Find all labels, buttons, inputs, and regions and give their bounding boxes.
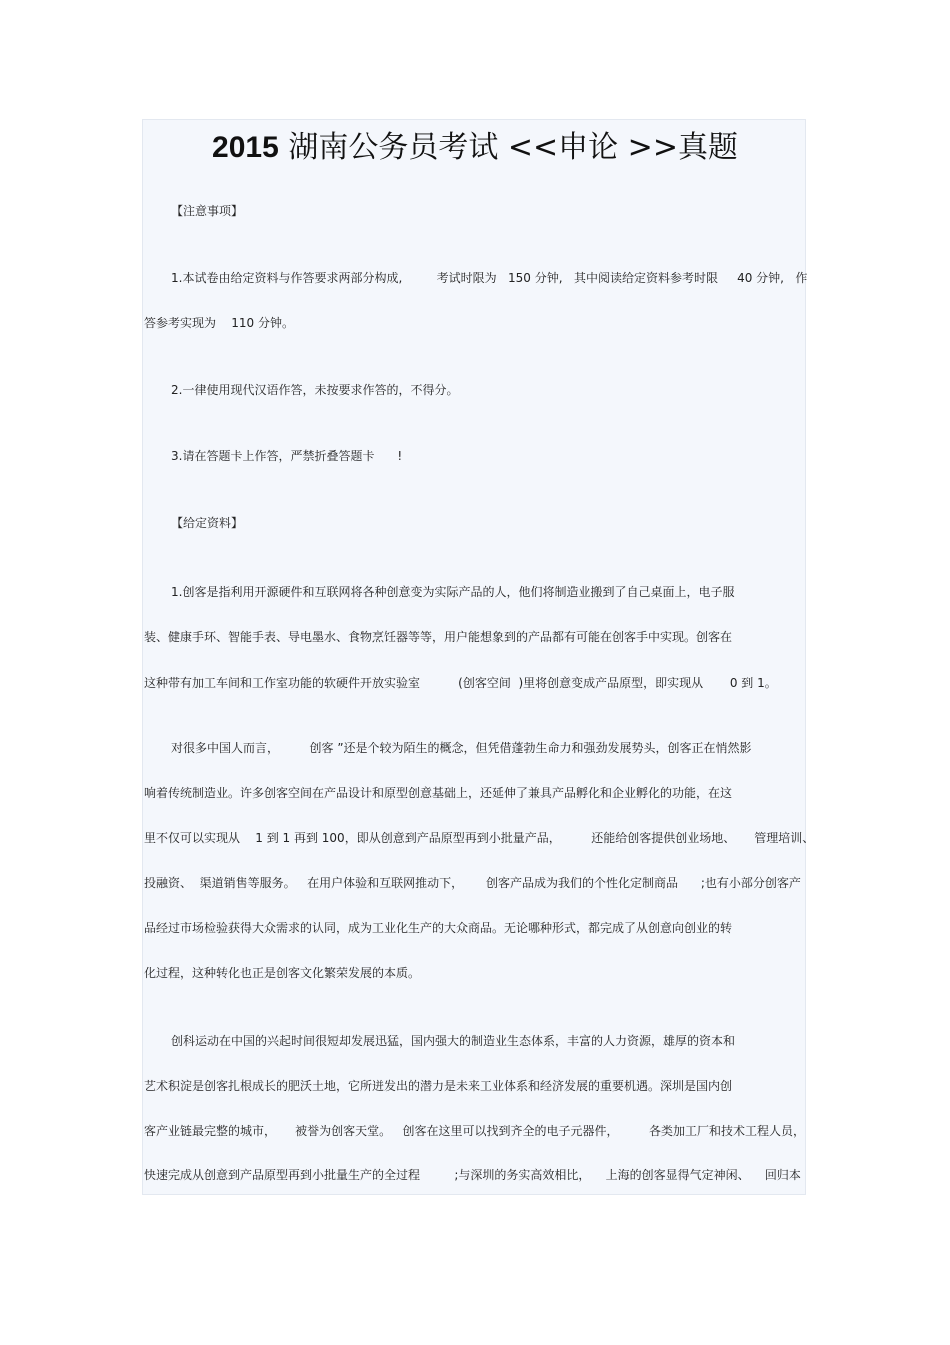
text-line: 对很多中国人而言， 创客 ”还是个较为陌生的概念，但凭借蓬勃生命力和强劲发展势头，创客正在悄然影 [171,741,752,755]
text-line: 1.本试卷由给定资料与作答要求两部分构成, 考试时限为 150 分钟, 其中阅读给定资料参考时限 40 分钟, 作 [171,271,808,285]
text-line: 2.一律使用现代汉语作答，未按要求作答的，不得分。 [171,383,459,397]
text-line: 品经过市场检验获得大众需求的认同，成为工业化生产的大众商品。无论哪种形式，都完成了从创意向创业的转 [144,921,733,935]
text-line: 装、健康手环、智能手表、导电墨水、食物烹饪器等等，用户能想象到的产品都有可能在创客手中实现。创客在 [144,630,733,644]
text-line: 答参考实现为 110 分钟。 [144,316,294,330]
document-page [142,119,815,1195]
text-line: 化过程，这种转化也正是创客文化繁荣发展的本质。 [144,966,421,980]
text-line: 【注意事项】 [171,204,244,218]
text-line: 艺术积淀是创客扎根成长的肥沃土地，它所迸发出的潜力是未来工业体系和经济发展的重要机遇。深圳是国内创 [144,1079,733,1093]
title-text: 湖南公务员考试 <<申论 >>真题 [278,130,738,165]
text-line: 快速完成从创意到产品原型再到小批量生产的全过程 ;与深圳的务实高效相比， 上海的创客显得气定神闲、 回归本 [144,1168,801,1182]
text-line: 响着传统制造业。许多创客空间在产品设计和原型创意基础上，还延伸了兼具产品孵化和企业孵化的功能，在这 [144,786,733,800]
text-line: 客产业链最完整的城市， 被誉为创客天堂。 创客在这里可以找到齐全的电子元器件， 各类加工厂和技术工程人员， [144,1124,806,1138]
text-line: 这种带有加工车间和工作室功能的软硬件开放实验室 (创客空间 )里将创意变成产品原型，即实现从 0 到 1。 [144,676,777,690]
page-title [143,128,807,168]
text-line: 【给定资料】 [171,516,244,530]
text-line: 1.创客是指利用开源硬件和互联网将各种创意变为实际产品的人，他们将制造业搬到了自己桌面上，电子服 [171,585,735,599]
text-line: 3.请在答题卡上作答，严禁折叠答题卡 ! [171,449,403,463]
title-year: 2015 [212,131,279,164]
text-line: 里不仅可以实现从 1 到 1 再到 100，即从创意到产品原型再到小批量产品， 还能给创客提供创业场地、 管理培训、 [144,831,815,845]
text-line: 创科运动在中国的兴起时间很短却发展迅猛，国内强大的制造业生态体系，丰富的人力资源，雄厚的资本和 [171,1034,736,1048]
text-line: 投融资、 渠道销售等服务。 在用户体验和互联网推动下， 创客产品成为我们的个性化定制商品 ;也有小部分创客产 [144,876,801,890]
